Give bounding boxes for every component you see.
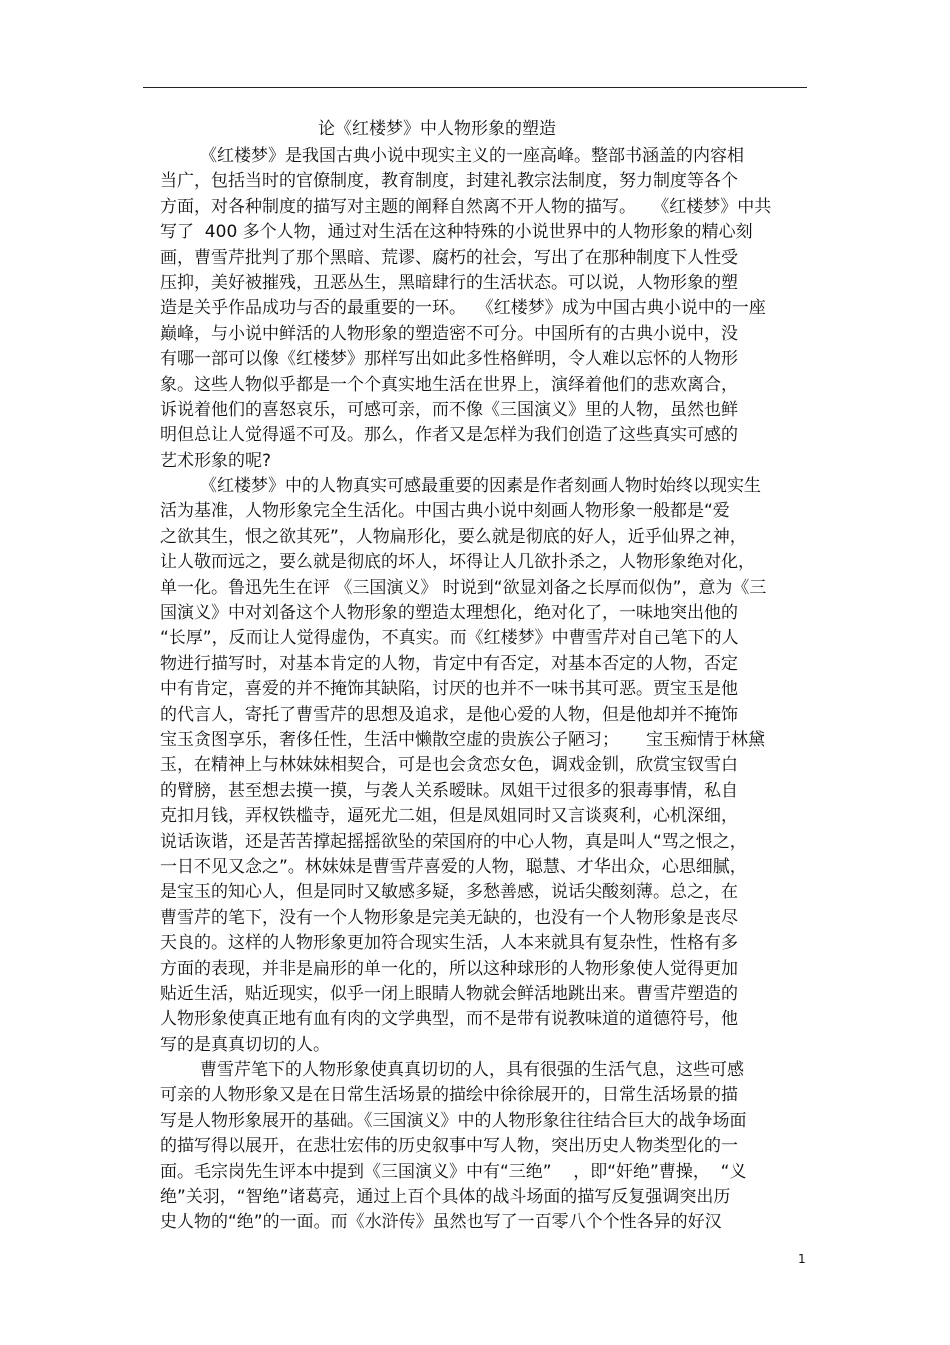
document-title: 论《红楼梦》中人物形象的塑造	[318, 119, 556, 139]
text-line: 艺术形象的呢?	[160, 450, 272, 471]
text-line: 写了 400 多个人物，通过对生活在这种特殊的小说世界中的人物形象的精心刻	[160, 222, 753, 243]
text-line: 物进行描写时，对基本肯定的人物，肯定中有否定，对基本否定的人物，否定	[160, 653, 738, 674]
document-body	[160, 144, 820, 1236]
text-line: 造是关乎作品成功与否的最重要的一环。 《红楼梦》成为中国古典小说中的一座	[160, 298, 766, 319]
text-line: 的描写得以展开，在悲壮宏伟的历史叙事中写人物，突出历史人物类型化的一	[160, 1136, 738, 1157]
text-line: 贴近生活，贴近现实，似乎一闭上眼睛人物就会鲜活地跳出来。曹雪芹塑造的	[160, 983, 738, 1004]
text-line: 画，曹雪芹批判了那个黑暗、荒谬、腐朽的社会，写出了在那种制度下人性受	[160, 247, 738, 268]
text-line: 的臂膀，甚至想去摸一摸，与袭人关系暧昧。凤姐干过很多的狠毒事情，私自	[160, 780, 738, 801]
text-line: 人物形象使真正地有血有肉的文学典型，而不是带有说教味道的道德符号，他	[160, 1009, 738, 1030]
text-line: 写是人物形象展开的基础。《三国演义》中的人物形象往往结合巨大的战争场面	[160, 1110, 747, 1131]
text-line: “长厚”，反而让人觉得虚伪，不真实。而《红楼梦》中曹雪芹对自己笔下的人	[160, 628, 739, 649]
text-line: 的代言人，寄托了曹雪芹的思想及追求，是他心爱的人物，但是他却并不掩饰	[160, 704, 738, 725]
text-line: 方面的表现，并非是扁形的单一化的，所以这种球形的人物形象使人觉得更加	[160, 958, 738, 979]
text-line: 史人物的“绝”的一面。而《水浒传》虽然也写了一百零八个个性各异的好汉	[160, 1212, 722, 1233]
text-line: 中有肯定，喜爱的并不掩饰其缺陷，讨厌的也并不一味书其可恶。贾宝玉是他	[160, 679, 738, 700]
text-line: 《红楼梦》中的人物真实可感最重要的因素是作者刻画人物时始终以现实生	[200, 476, 761, 497]
text-line: 曹雪芹的笔下，没有一个人物形象是完美无缺的，也没有一个人物形象是丧尽	[160, 907, 738, 928]
text-line: 方面，对各种制度的描写对主题的阐释自然离不开人物的描写。 《红楼梦》中共	[160, 196, 772, 217]
text-line: 压抑，美好被摧残，丑恶丛生，黑暗肆行的生活状态。可以说，人物形象的塑	[160, 272, 738, 293]
text-line: 宝玉贪图享乐，奢侈任性，生活中懒散空虚的贵族公子陋习； 宝玉痴情于林黛	[160, 729, 766, 750]
text-line: 说话诙谐，还是苦苦撑起摇摇欲坠的荣国府的中心人物，真是叫人“骂之恨之，	[160, 831, 747, 852]
text-line: 玉，在精神上与林妹妹相契合，可是也会贪恋女色，调戏金钏，欣赏宝钗雪白	[160, 755, 738, 776]
page-number: 1	[798, 1252, 806, 1266]
text-line: 有哪一部可以像《红楼梦》那样写出如此多性格鲜明，令人难以忘怀的人物形	[160, 349, 738, 370]
text-line: 绝”关羽，“智绝”诸葛亮，通过上百个具体的战斗场面的描写反复强调突出历	[160, 1187, 731, 1208]
text-line: 诉说着他们的喜怒哀乐，可感可亲，而不像《三国演义》里的人物，虽然也鲜	[160, 399, 738, 420]
text-line: 一日不见又念之”。林妹妹是曹雪芹喜爱的人物，聪慧、才华出众，心思细腻，	[160, 856, 747, 877]
text-line: 当广，包括当时的官僚制度，教育制度，封建礼教宗法制度，努力制度等各个	[160, 171, 738, 192]
text-line: 天良的。这样的人物形象更加符合现实生活，人本来就具有复杂性，性格有多	[160, 933, 738, 954]
text-line: 之欲其生，恨之欲其死”，人物扁形化，要么就是彻底的好人，近乎仙界之神，	[160, 526, 747, 547]
text-line: 可亲的人物形象又是在日常生活场景的描绘中徐徐展开的，日常生活场景的描	[160, 1085, 738, 1106]
text-line: 单一化。鲁迅先生在评 《三国演义》 时说到“欲显刘备之长厚而似伪”，意为《三	[160, 577, 767, 598]
text-line: 活为基准，人物形象完全生活化。中国古典小说中刻画人物形象一般都是“爱	[160, 501, 730, 522]
text-line: 是宝玉的知心人，但是同时又敏感多疑，多愁善感，说话尖酸刻薄。总之，在	[160, 882, 738, 903]
text-line: 象。这些人物似乎都是一个个真实地生活在世界上，演绎着他们的悲欢离合，	[160, 374, 738, 395]
text-line: 曹雪芹笔下的人物形象使真真切切的人，具有很强的生活气息，这些可感	[200, 1060, 744, 1081]
text-line: 面。毛宗岗先生评本中提到《三国演义》中有“三绝” ，即“奸绝”曹操， “义	[160, 1161, 747, 1182]
text-line: 克扣月钱，弄权铁槛寺，逼死尤二姐，但是凤姐同时又言谈爽利，心机深细，	[160, 806, 738, 827]
text-line: 巅峰，与小说中鲜活的人物形象的塑造密不可分。中国所有的古典小说中，没	[160, 323, 738, 344]
text-line: 国演义》中对刘备这个人物形象的塑造太理想化，绝对化了，一味地突出他的	[160, 603, 738, 624]
text-line: 让人敬而远之，要么就是彻底的坏人，坏得让人几欲扑杀之，人物形象绝对化，	[160, 552, 755, 573]
text-line: 《红楼梦》是我国古典小说中现实主义的一座高峰。整部书涵盖的内容相	[200, 146, 744, 166]
text-line: 写的是真真切切的人。	[160, 1034, 330, 1055]
text-line: 明但总让人觉得遥不可及。那么，作者又是怎样为我们创造了这些真实可感的	[160, 425, 738, 446]
header-rule	[143, 87, 807, 88]
